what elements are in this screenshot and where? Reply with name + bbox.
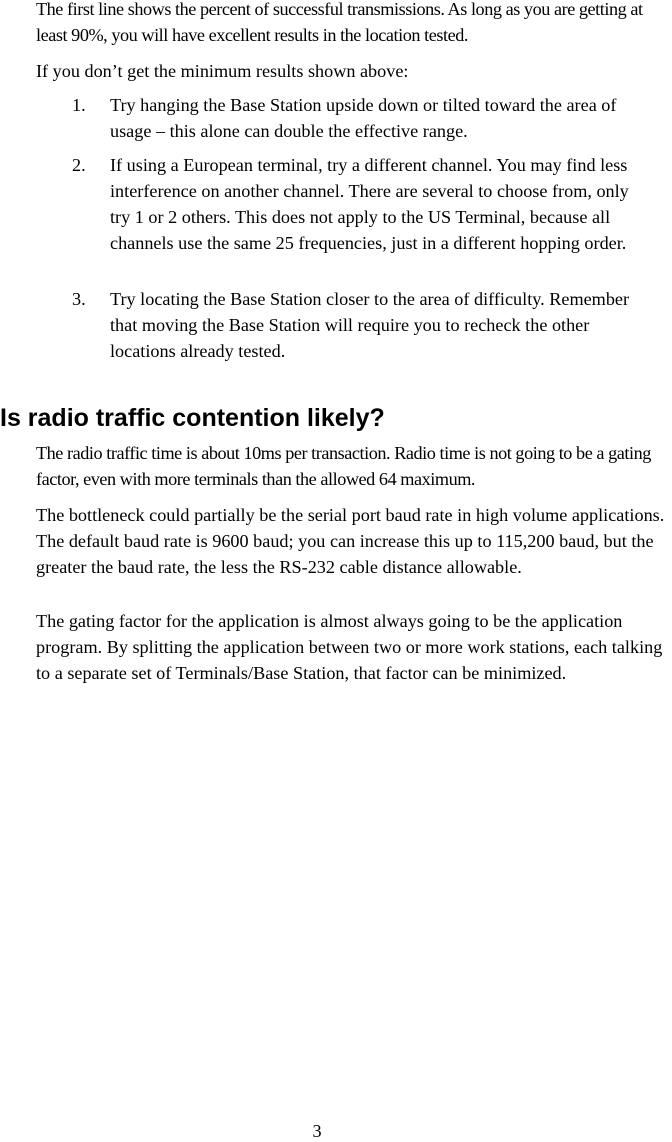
gating-factor-paragraph: The gating factor for the application is almost always going to be the application program. By splitting the application between two or more work stations, each talking to a separate set of Terminals/Base Station, that factor can be minimized. [36, 611, 663, 683]
section-heading: Is radio traffic contention likely? [0, 404, 385, 432]
list-item [72, 152, 652, 282]
list-item-number: 2. [72, 155, 86, 175]
list-item-text: Try hanging the Base Station upside down or tilted toward the area of usage – this alone can double the effective range. [110, 95, 617, 141]
list-item [72, 92, 652, 144]
results-paragraph: The first line shows the percent of successful transmissions. As long as you are getting at least 90%, you will have excellent results in the location tested. [36, 0, 643, 45]
radio-traffic-paragraph: The radio traffic time is about 10ms per transaction. Radio time is not going to be a gating factor, even with more terminals than the allowed 64 maximum. [36, 443, 651, 489]
list-item [72, 286, 652, 364]
page-number: 3 [312, 1121, 322, 1141]
list-item-number: 3. [72, 289, 86, 309]
list-item-text: If using a European terminal, try a different channel. You may find less interference on another channel. There are several to choose from, only try 1 or 2 others. This does not apply to the US Terminal, because all channels use the same 25 frequencies, just in a different hopping order. [110, 155, 629, 253]
list-item-text: Try locating the Base Station closer to the area of difficulty. Remember that moving the Base Station will require you to recheck the other locations already tested. [110, 289, 630, 361]
bottleneck-paragraph: The bottleneck could partially be the serial port baud rate in high volume applications. The default baud rate is 9600 baud; you can increase this up to 115,200 baud, but the greater the baud rate, the less the RS-232 cable distance allowable. [36, 505, 665, 577]
list-item-number: 1. [72, 95, 86, 115]
minimum-results-lead: If you don’t get the minimum results shown above: [36, 61, 409, 81]
